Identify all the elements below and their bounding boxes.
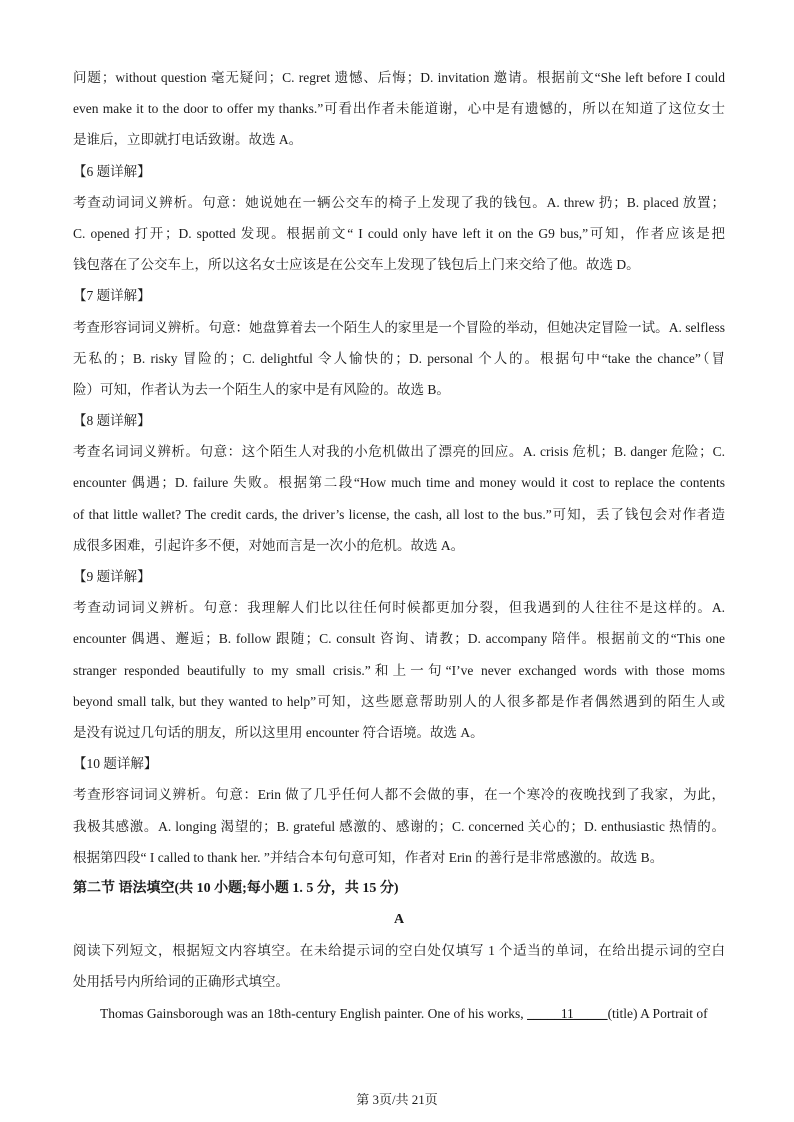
text-line: 我极其感激。A. longing 渴望的；B. grateful 感激的、感谢的；C. concerned 关心的；D. enthusiastic 热情的。 [73,818,725,834]
text-line: even make it to the door to offer my thanks.”可看出作者未能道谢，心中是有遗憾的，所以在知道了这位女士 [73,101,725,117]
document-body [73,62,725,1029]
text-line: 问题；without question 毫无疑问；C. regret 遗憾、后悔；D. invitation 邀请。根据前文“She left before I could [73,70,725,85]
passage-label: A [393,912,405,928]
question-heading: 【10 题详解】 [73,756,158,772]
text-line: C. opened 打开；D. spotted 发现。根据前文“ I could only have left it on the G9 bus,”可知，作者应该是把 [73,225,725,241]
question-heading: 【9 题详解】 [73,569,151,584]
instructions-line: 阅读下列短文，根据短文内容填空。在未给提示词的空白处仅填写 1 个适当的单词，在给出提示词的空白 [73,943,725,959]
text-line: 根据第四段“ I called to thank her. ”并结合本句句意可知，作者对 Erin 的善行是非常感激的。故选 B。 [73,849,664,865]
text-line: 无私的；B. risky 冒险的；C. delightful 令人愉快的；D. personal 个人的。根据句中“take the chance”（冒 [73,350,725,366]
text-line: 成很多困难，引起许多不便，对她而言是一次小的危机。故选 A。 [73,537,465,553]
text-line: 考查形容词词义辨析。句意：Erin 做了几乎任何人都不会做的事，在一个寒冷的夜晚找到了我家，为此， [73,787,725,803]
question-heading: 【8 题详解】 [73,413,151,429]
text-line: 考查动词词义辨析。句意：我理解人们比以往任何时候都更加分裂，但我遇到的人往往不是这样的。A. [73,600,725,616]
text-line: beyond small talk, but they wanted to help”可知，这些愿意帮助别人的人很多都是作者偶然遇到的陌生人或 [73,693,725,709]
section-title: 第二节 语法填空(共 10 小题;每小题 1. 5 分，共 15 分) [73,880,399,896]
text-line: encounter 偶遇、邂逅；B. follow 跟随；C. consult 咨询、请教；D. accompany 陪伴。根据前文的“This one [73,631,725,647]
text-line: 险）可知，作者认为去一个陌生人的家中是有风险的。故选 B。 [73,381,450,397]
passage-text: Thomas Gainsborough was an 18th-century English painter. One of his works, [100,1005,528,1021]
text-line: of that little wallet? The credit cards, the driver’s license, the cash, all lost to the bus.”可知，丢了钱包会对作者造 [73,506,725,522]
text-line: 考查动词词义辨析。句意：她说她在一辆公交车的椅子上发现了我的钱包。A. threw 扔；B. placed 放置； [73,194,725,210]
question-heading: 【6 题详解】 [73,163,151,179]
instructions-line: 处用括号内所给词的正确形式填空。 [73,974,289,990]
text-line: 是没有说过几句话的朋友，所以这里用 encounter 符合语境。故选 A。 [73,724,484,740]
text-line: 钱包落在了公交车上，所以这名女士应该是在公交车上发现了钱包后上门来交给了他。故选 D。 [73,257,640,273]
text-line: 考查形容词词义辨析。句意：她盘算着去一个陌生人的家里是一个冒险的举动，但她决定冒险一试。A. selfless [73,319,725,335]
text-line: 是谁后，立即就打电话致谢。故选 A。 [73,132,303,148]
passage-text: (title) A Portrait of [607,1005,708,1021]
text-line: stranger responded beautifully to my small crisis.”和上一句“I’ve never exchanged words with those moms [73,662,725,678]
fill-blank: _____11_____ [527,1005,608,1021]
passage-line [73,998,725,1029]
text-line: 考查名词词义辨析。句意：这个陌生人对我的小危机做出了漂亮的回应。A. crisis 危机；B. danger 危险；C. [73,444,725,460]
question-heading: 【7 题详解】 [73,288,151,304]
text-line: encounter 偶遇；D. failure 失败。根据第二段“How much time and money would it cost to replace the contents [73,475,725,491]
page-number: 第 3页/共 21页 [356,1092,438,1107]
